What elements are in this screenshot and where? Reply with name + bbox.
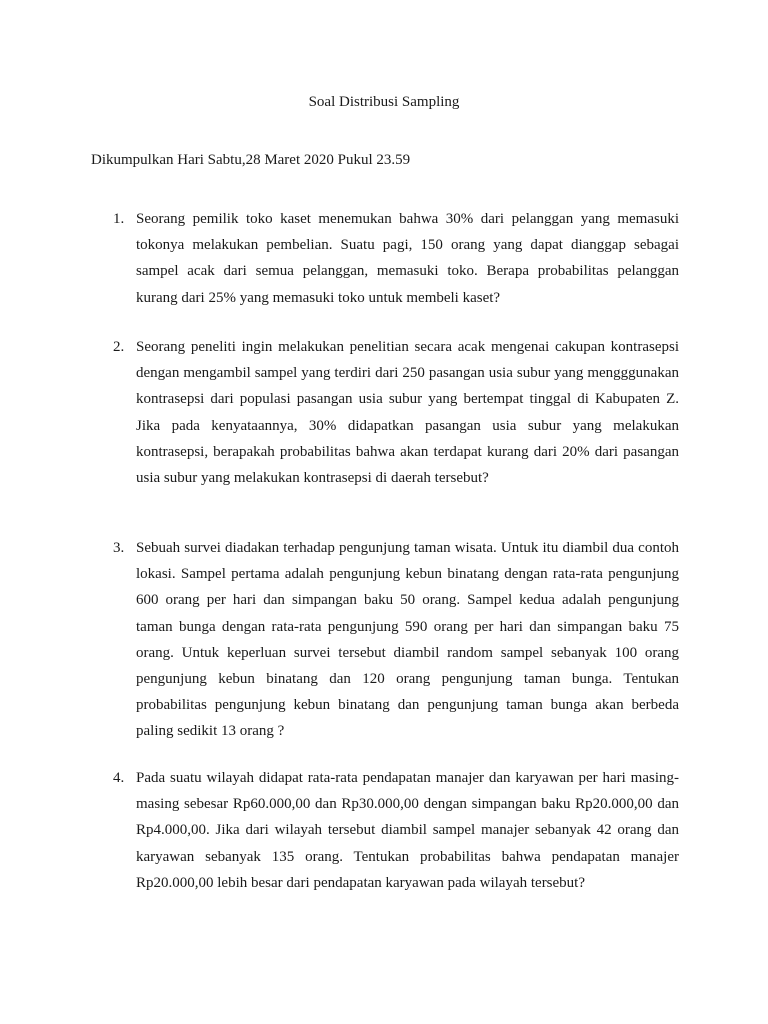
question-number: 3. [113,540,125,556]
document-title: Soal Distribusi Sampling [308,94,460,110]
question-number: 4. [113,770,125,786]
question-text: Sebuah survei diadakan terhadap pengunjung taman wisata. Untuk itu diambil dua contoh lokasi. Sampel pertama adalah pengunjung kebun binatang dengan rata-rata pengunjung 600 orang per hari dan simpangan baku 50 orang. Sampel kedua adalah pengunjung taman bunga dengan rata-rata pengunjung 590 orang per hari dan simpangan baku 75 orang. Untuk keperluan survei tersebut diambil random sampel sebanyak 100 orang pengunjung kebun binatang dan 120 orang pengunjung taman bunga. Tentukan probabilitas pengunjung kebun binatang dan pengunjung taman bunga akan berbeda paling sedikit 13 orang ? [136,540,679,740]
question-text: Seorang peneliti ingin melakukan penelitian secara acak mengenai cakupan kontrasepsi dengan mengambil sampel yang terdiri dari 250 pasangan usia subur yang mengggunakan kontrasepsi dari populasi pasangan usia subur yang bertempat tinggal di Kabupaten Z. Jika pada kenyataannya, 30% didapatkan pasangan usia subur yang melakukan kontrasepsi, berapakah probabilitas bahwa akan terdapat kurang dari 20% dari pasangan usia subur yang melakukan kontrasepsi di daerah tersebut? [136,339,679,487]
question-text: Seorang pemilik toko kaset menemukan bahwa 30% dari pelanggan yang memasuki tokonya melakukan pembelian. Suatu pagi, 150 orang yang dapat dianggap sebagai sampel acak dari semua pelanggan, memasuki toko. Berapa probabilitas pelanggan kurang dari 25% yang memasuki toko untuk membeli kaset? [136,211,679,306]
question-number: 1. [113,211,125,227]
submission-deadline: Dikumpulkan Hari Sabtu,28 Maret 2020 Pukul 23.59 [91,152,411,168]
question-number: 2. [113,339,125,355]
question-text: Pada suatu wilayah didapat rata-rata pendapatan manajer dan karyawan per hari masing-masing sebesar Rp60.000,00 dan Rp30.000,00 dengan simpangan baku Rp20.000,00 dan Rp4.000,00. Jika dari wilayah tersebut diambil sampel manajer sebanyak 42 orang dan karyawan sebanyak 135 orang. Tentukan probabilitas bahwa pendapatan manajer Rp20.000,00 lebih besar dari pendapatan karyawan pada wilayah tersebut? [136,770,679,891]
